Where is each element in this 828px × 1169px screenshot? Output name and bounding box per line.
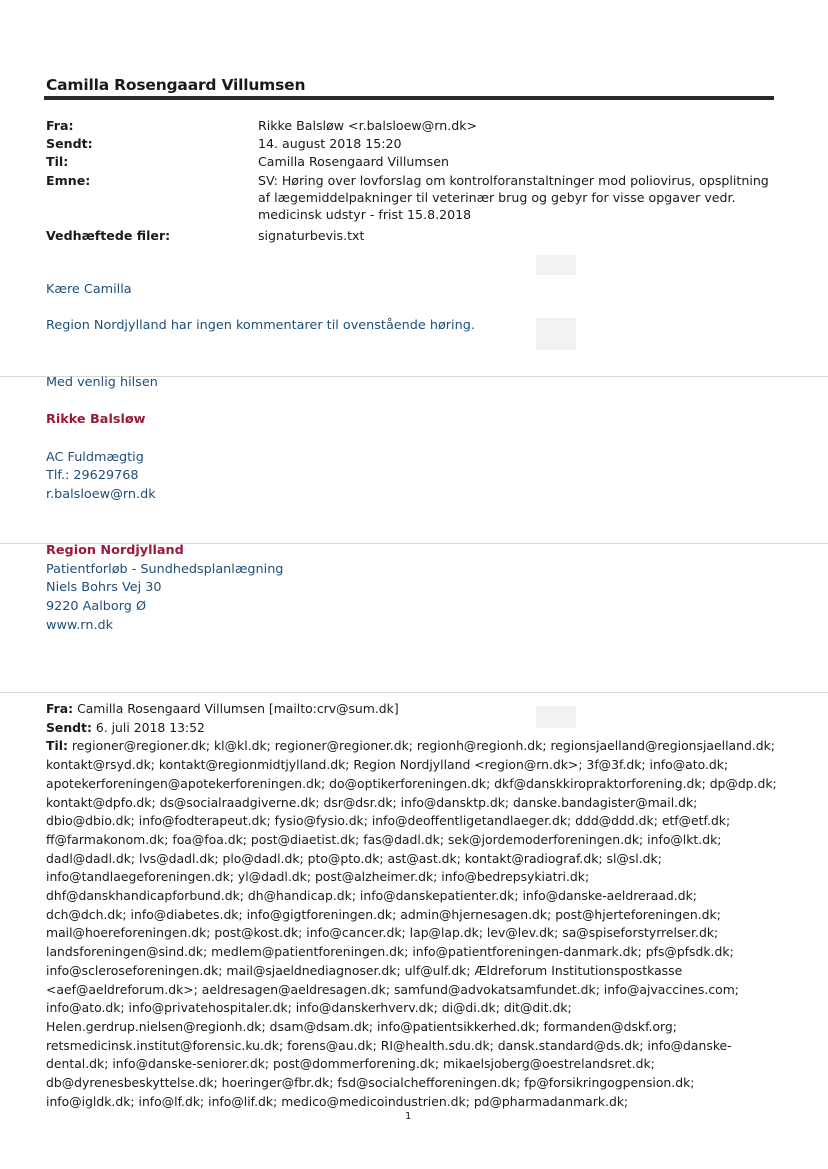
header-row-attachments	[46, 227, 776, 244]
header-label: Sendt:	[46, 136, 93, 151]
message-text: Region Nordjylland har ingen kommentarer til ovenstående høring.	[46, 318, 475, 333]
sender-name-title: Camilla Rosengaard Villumsen	[46, 76, 306, 94]
header-value: SV: Høring over lovforslag om kontrolforanstaltninger mod poliovirus, opsplitning af lægemiddelpakninger til veterinær brug og gebyr for visse opgaver vedr. medicinsk udstyr - frist 15.8.2018	[258, 173, 769, 222]
scan-line	[0, 692, 828, 693]
header-row-sent	[46, 135, 776, 152]
org-department: Patientforløb - Sundhedsplanlægning	[46, 562, 284, 577]
header-value: Rikke Balsløw <r.balsloew@rn.dk>	[258, 118, 478, 133]
closing: Med venlig hilsen	[46, 375, 158, 390]
org-website-link[interactable]: www.rn.dk	[46, 618, 114, 633]
signer-title: AC Fuldmægtig	[46, 450, 144, 465]
greeting: Kære Camilla	[46, 282, 132, 297]
org-street: Niels Bohrs Vej 30	[46, 580, 162, 595]
header-value: 14. august 2018 15:20	[258, 136, 402, 151]
forwarded-recipient-list: regioner@regioner.dk; kl@kl.dk; regioner@regioner.dk; regionh@regionh.dk; regionsjaelland@regionsjaelland.dk; kontakt@rsyd.dk; kontakt@regionmidtjylland.dk; Region Nordjylland <region@rn.dk>; 3f@3f.dk; info@ato.dk; apotekerforeningen@apotekerforeningen.dk; do@optikerforeningen.dk; dkf@danskkiropraktorforening.dk; dp@dp.dk; kontakt@dpfo.dk; ds@socialraadgiverne.dk; dsr@dsr.dk; info@dansktp.dk; danske.bandagister@mail.dk; dbio@dbio.dk; info@fodterapeut.dk; fysio@fysio.dk; info@deoffentligetandlaeger.dk; ddd@ddd.dk; etf@etf.dk; ff@farmakonom.dk; foa@foa.dk; post@diaetist.dk; fas@dadl.dk; sek@jordemoderforeningen.dk; info@lkt.dk; dadl@dadl.dk; lvs@dadl.dk; plo@dadl.dk; pto@pto.dk; ast@ast.dk; kontakt@radiograf.dk; sl@sl.dk; info@tandlaegeforeningen.dk; yl@dadl.dk; post@alzheimer.dk; info@bedrepsykiatri.dk; dhf@danskhandicapforbund.dk; dh@handicap.dk; info@danskepatienter.dk; info@danske-aeldreraad.dk; dch@dch.dk; info@diabetes.dk; info@gigtforeningen.dk; admin@hjernesagen.dk; post@hjerteforeningen.dk; mail@hoereforeningen.dk; post@kost.dk; info@cancer.dk; lap@lap.dk; lev@lev.dk; sa@spiseforstyrrelser.dk; landsforeningen@sind.dk; medlem@patientforeningen.dk; info@patientforeningen-danmark.dk; pfs@pfsdk.dk; info@scleroseforeningen.dk; mail@sjaeldnediagnoser.dk; ulf@ulf.dk; Ældreforum Institutionspostkasse <aef@aeldreforum.dk>; aeldresagen@aeldresagen.dk; samfund@advokatsamfundet.dk; info@ajvaccines.com; info@ato.dk; info@privatehospitaler.dk; info@danskerhverv.dk; di@di.dk; dit@dit.dk; Helen.gerdrup.nielsen@regionh.dk; dsam@dsam.dk; info@patientsikkerhed.dk; formanden@dskf.org; retsmedicinsk.institut@forensic.ku.dk; forens@au.dk; RI@health.sdu.dk; dansk.standard@ds.dk; info@danske-dental.dk; info@danske-seniorer.dk; post@dommerforening.dk; mikaelsjoberg@oestrelandsret.dk; db@dyrenesbeskyttelse.dk; hoeringer@fbr.dk; fsd@socialchefforeningen.dk; fp@forsikringogpension.dk; info@igldk.dk; info@lf.dk; info@lif.dk; medico@medicoindustrien.dk; pd@pharmadanmark.dk;	[46, 738, 777, 1109]
forwarded-sent-value: 6. juli 2018 13:52	[95, 719, 205, 735]
forwarded-from-line	[46, 700, 781, 719]
forwarded-to-line	[46, 737, 781, 1111]
forwarded-message	[46, 700, 781, 1111]
forwarded-from-value: Camilla Rosengaard Villumsen [mailto:crv@sum.dk]	[77, 701, 399, 716]
org-city: 9220 Aalborg Ø	[46, 599, 147, 614]
forwarded-from-label: Fra:	[46, 701, 74, 716]
header-value: Camilla Rosengaard Villumsen	[258, 154, 449, 169]
header-row-to	[46, 153, 776, 170]
title-rule	[44, 96, 774, 100]
forwarded-to-label: Til:	[46, 738, 68, 754]
header-row-from	[46, 117, 776, 134]
signer-email-link[interactable]: r.balsloew@rn.dk	[46, 487, 156, 502]
attachment-link[interactable]: signaturbevis.txt	[258, 228, 365, 243]
header-label: Emne:	[46, 173, 91, 188]
signer-phone: Tlf.: 29629768	[46, 468, 139, 483]
header-label: Fra:	[46, 118, 74, 133]
forwarded-sent-label: Sendt:	[46, 719, 92, 735]
header-label: Til:	[46, 154, 69, 169]
scan-smudge	[536, 255, 576, 275]
forwarded-sent-line	[46, 719, 781, 738]
header-row-subject	[46, 172, 776, 226]
header-label: Vedhæftede filer:	[46, 228, 171, 243]
signer-name: Rikke Balsløw	[46, 412, 146, 427]
org-name: Region Nordjylland	[46, 543, 184, 558]
scan-smudge	[536, 318, 576, 350]
page-number: 1	[405, 1111, 412, 1122]
